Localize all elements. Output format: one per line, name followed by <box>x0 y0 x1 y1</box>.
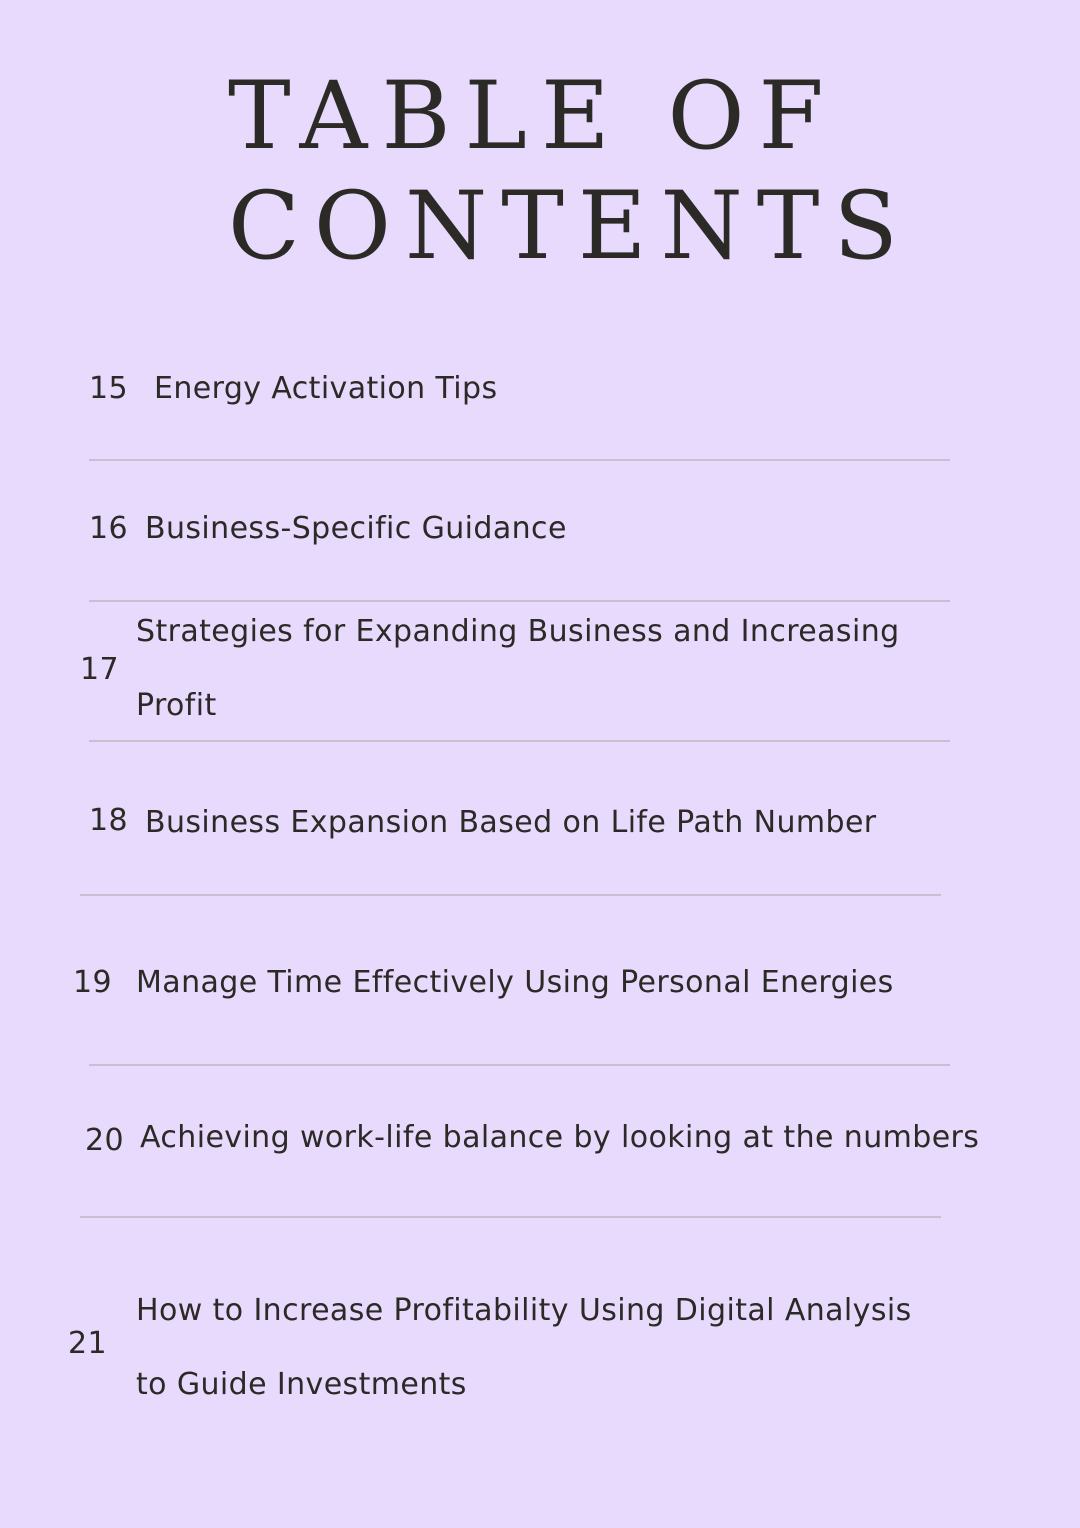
toc-entry-title: Business-Specific Guidance <box>145 511 567 546</box>
page-title-line-2: CONTENTS <box>228 172 912 281</box>
toc-entry-title: Achieving work-life balance by looking at the numbers <box>140 1120 980 1155</box>
toc-divider <box>80 894 941 896</box>
toc-entry-title: Strategies for Expanding Business and Increasing <box>136 614 900 649</box>
toc-divider <box>89 600 950 602</box>
toc-page-number: 15 <box>89 371 128 406</box>
toc-entry-title: Energy Activation Tips <box>154 371 498 406</box>
toc-page-number: 19 <box>73 965 112 1000</box>
toc-entry-title: Manage Time Effectively Using Personal Energies <box>136 965 894 1000</box>
toc-page-number: 18 <box>89 803 128 838</box>
toc-divider <box>80 1216 941 1218</box>
toc-divider <box>89 740 950 742</box>
toc-entry-title: Business Expansion Based on Life Path Number <box>145 805 877 840</box>
toc-page-number: 16 <box>89 511 128 546</box>
toc-entry-title-continued: Profit <box>136 688 217 723</box>
toc-page-number: 20 <box>85 1123 124 1158</box>
toc-entry-title: How to Increase Profitability Using Digital Analysis <box>136 1293 912 1328</box>
toc-page-number: 21 <box>68 1326 107 1361</box>
toc-page-number: 17 <box>80 652 119 687</box>
toc-divider <box>89 1064 950 1066</box>
toc-divider <box>89 459 950 461</box>
toc-entry-title-continued: to Guide Investments <box>136 1367 467 1402</box>
page-title-line-1: TABLE OF <box>228 62 838 171</box>
